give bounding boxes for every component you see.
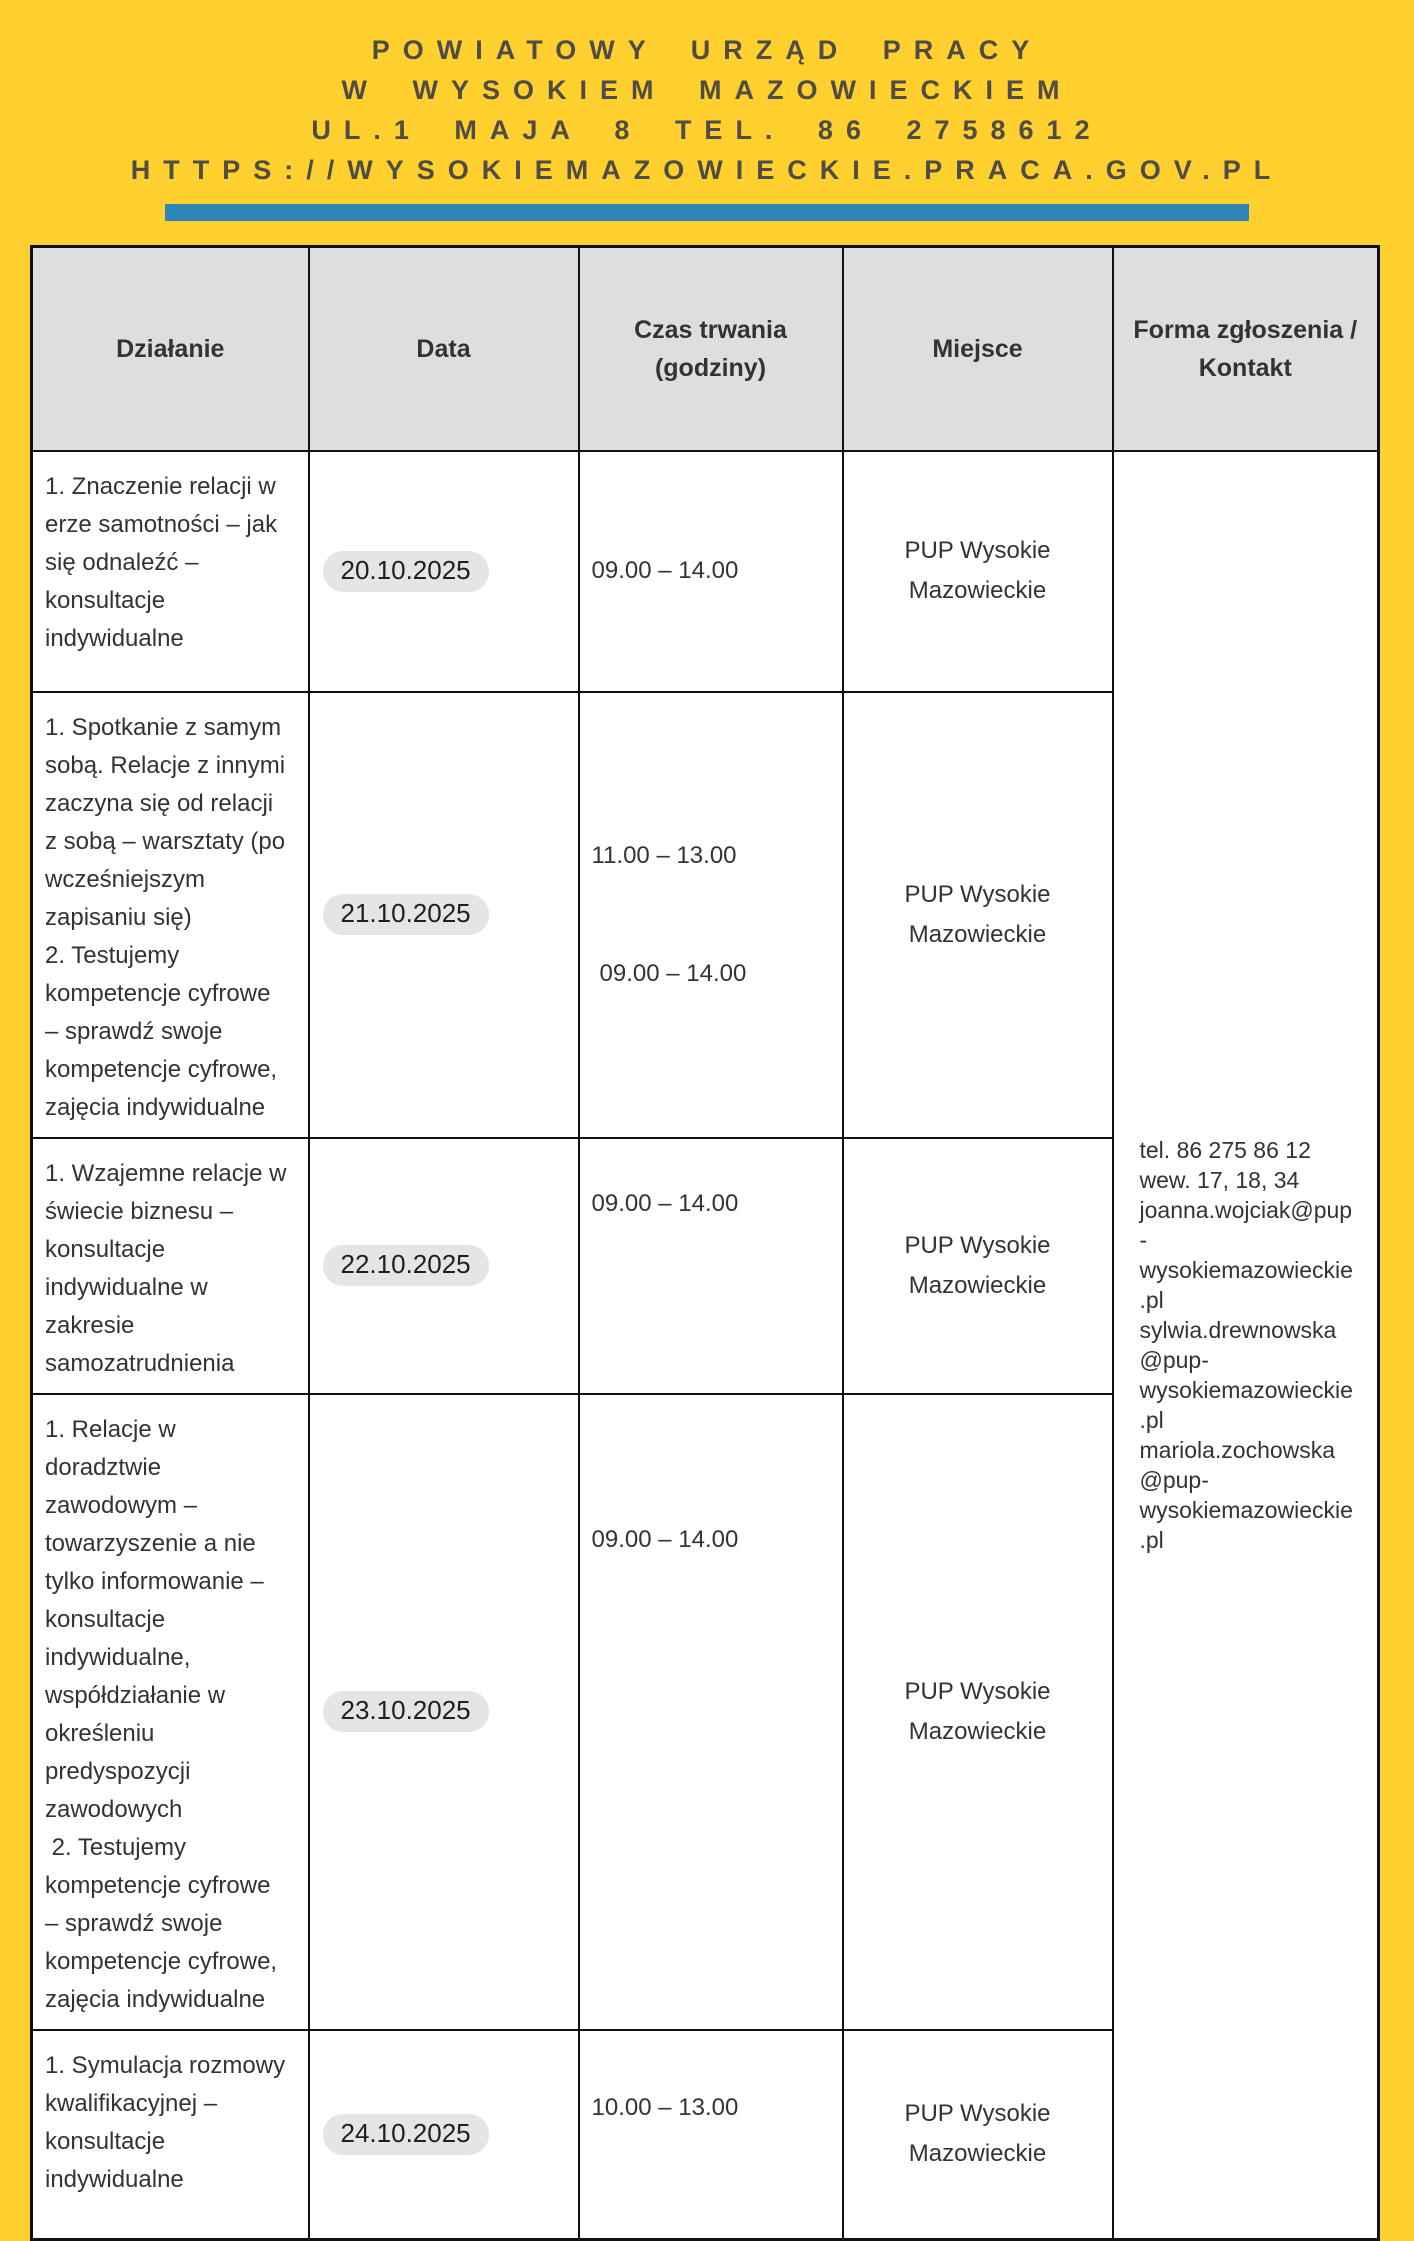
schedule-table	[30, 245, 1380, 2241]
date-pill: 20.10.2025	[323, 551, 489, 592]
date-cell	[309, 692, 579, 1138]
col-header-duration: Czas trwania (godziny)	[579, 247, 843, 451]
activity-item: 2. Testujemy kompetencje cyfrowe – sprawdź swoje kompetencje cyfrowe, zajęcia indywidualne	[45, 1833, 284, 2013]
date-pill: 22.10.2025	[323, 1245, 489, 1286]
contact-email: mariola.zochowska@pup-wysokiemazowieckie.pl	[1139, 1436, 1353, 1553]
date-cell	[309, 451, 579, 692]
org-name-line-1: POWIATOWY URZĄD PRACY	[371, 35, 1043, 65]
time-value: 09.00 – 14.00	[591, 1525, 739, 1553]
date-pill: 21.10.2025	[323, 894, 489, 935]
place-cell: PUP Wysokie Mazowieckie	[843, 1138, 1113, 1394]
time-value: 11.00 – 13.00	[591, 841, 737, 869]
place-cell: PUP Wysokie Mazowieckie	[843, 692, 1113, 1138]
contact-cell	[1113, 451, 1379, 2240]
time-cell	[579, 2030, 843, 2240]
time-cell	[579, 692, 843, 1138]
org-url-line: HTTPS://WYSOKIEMAZOWIECKIE.PRACA.GOV.PL	[130, 155, 1284, 185]
table-row	[32, 451, 1379, 692]
date-cell	[309, 2030, 579, 2240]
activity-item: 1. Wzajemne relacje w świecie biznesu – konsultacje indywidualne w zakresie samozatrudnienia	[45, 1159, 294, 1377]
activity-item: 1. Znaczenie relacji w erze samotności – jak się odnaleźć – konsultacje indywidualne	[45, 472, 284, 652]
activity-item: 1. Relacje w doradztwie zawodowym – towarzyszenie a nie tylko informowanie – konsultacje indywidualne, współdziałanie w określeniu predyspozycji zawodowych	[45, 1415, 271, 1823]
col-header-date: Data	[309, 247, 579, 451]
org-address-line: UL.1 MAJA 8 TEL. 86 2758612	[311, 115, 1103, 145]
place-cell: PUP Wysokie Mazowieckie	[843, 451, 1113, 692]
col-header-contact: Forma zgłoszenia / Kontakt	[1113, 247, 1379, 451]
activity-cell	[32, 1138, 309, 1394]
time-value: 09.00 – 14.00	[599, 959, 747, 987]
contact-phone: tel. 86 275 86 12 wew. 17, 18, 34	[1139, 1136, 1311, 1193]
activity-item: 2. Testujemy kompetencje cyfrowe – sprawdź swoje kompetencje cyfrowe, zajęcia indywidualne	[45, 941, 284, 1121]
time-value: 09.00 – 14.00	[591, 557, 739, 584]
table-header-row	[32, 247, 1379, 451]
date-pill: 24.10.2025	[323, 2114, 489, 2155]
date-pill: 23.10.2025	[323, 1691, 489, 1732]
activity-item: 1. Spotkanie z samym sobą. Relacje z innymi zaczyna się od relacji z sobą – warsztaty (po wcześniejszym zapisaniu się)	[45, 713, 292, 931]
activity-cell	[32, 451, 309, 692]
col-header-activity: Działanie	[32, 247, 309, 451]
activity-cell	[32, 692, 309, 1138]
place-cell: PUP Wysokie Mazowieckie	[843, 1394, 1113, 2030]
date-cell	[309, 1138, 579, 1394]
accent-bar	[165, 204, 1249, 221]
col-header-place: Miejsce	[843, 247, 1113, 451]
time-cell	[579, 1394, 843, 2030]
place-cell: PUP Wysokie Mazowieckie	[843, 2030, 1113, 2240]
activity-cell	[32, 2030, 309, 2240]
activity-cell	[32, 1394, 309, 2030]
time-cell	[579, 1138, 843, 1394]
org-name-line-2: W WYSOKIEM MAZOWIECKIEM	[341, 75, 1073, 105]
activity-item: 1. Symulacja rozmowy kwalifikacyjnej – konsultacje indywidualne	[45, 2051, 292, 2193]
date-cell	[309, 1394, 579, 2030]
page-header	[0, 30, 1414, 190]
time-value: 09.00 – 14.00	[591, 1189, 739, 1217]
time-value: 10.00 – 13.00	[591, 2093, 739, 2121]
contact-email: sylwia.drewnowska@pup-wysokiemazowieckie.pl	[1139, 1316, 1353, 1433]
contact-email: joanna.wojciak@pup-wysokiemazowieckie.pl	[1139, 1196, 1353, 1313]
time-cell	[579, 451, 843, 692]
